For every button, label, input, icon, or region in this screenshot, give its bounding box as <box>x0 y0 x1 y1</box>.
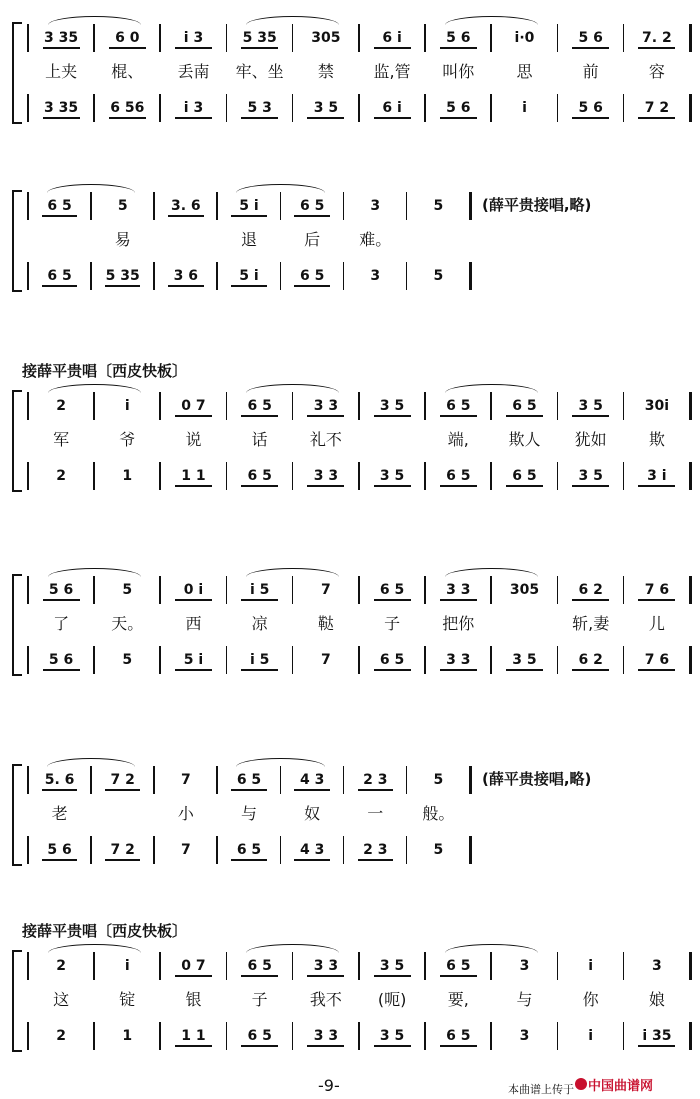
lyric-syllable: 端, <box>447 430 469 449</box>
vocal-note: 3 <box>652 958 662 974</box>
lyric-syllable: 棍、 <box>111 62 144 81</box>
accomp-note: 3 <box>519 1028 530 1044</box>
vocal-note: 4 3 <box>299 772 325 788</box>
beam-underline <box>175 47 212 49</box>
vocal-note: i <box>124 398 130 414</box>
beam-underline <box>42 789 77 791</box>
accomp-note: 5 <box>122 652 133 668</box>
lyric-syllable: 后 <box>304 230 321 249</box>
lyric-syllable: 退 <box>240 230 257 249</box>
lyric-syllable: 小 <box>177 804 194 823</box>
lyric-syllable <box>491 612 557 636</box>
beam-underline <box>440 117 477 119</box>
accomp-note: 7 <box>321 652 331 668</box>
vocal-note: 6 5 <box>512 398 537 414</box>
lyric-syllable: 军 <box>53 430 70 449</box>
vocal-note: 6 5 <box>247 398 272 414</box>
lyric-syllable: 凉 <box>251 614 268 633</box>
beam-underline <box>374 485 411 487</box>
beam-underline <box>506 669 543 671</box>
slur <box>445 384 538 393</box>
slur <box>246 944 339 953</box>
vocal-note: 6 5 <box>446 398 471 414</box>
beam-underline <box>440 599 477 601</box>
beam-underline <box>572 669 609 671</box>
accomp-note: i 3 <box>183 100 204 116</box>
accomp-note: 5 i <box>239 268 259 284</box>
lyric-syllable: 了 <box>53 614 70 633</box>
beam-underline <box>175 975 212 977</box>
lyric-syllable <box>407 228 470 252</box>
beam-underline <box>307 975 344 977</box>
lyric-syllable: 这 <box>53 990 70 1009</box>
lyric-syllable: 娘 <box>648 990 665 1009</box>
vocal-note: 7 6 <box>644 582 670 598</box>
beam-underline <box>506 415 543 417</box>
lyric-syllable: 牢、坐 <box>235 62 284 81</box>
beam-underline <box>231 789 266 791</box>
accomp-note: 5 6 <box>578 100 603 116</box>
performance-note: (薛平贵接唱,略) <box>482 770 592 788</box>
accomp-note: 6 i <box>382 100 402 116</box>
lyric-syllable <box>154 228 217 252</box>
vocal-note: 7. 2 <box>642 30 672 46</box>
accomp-note: 7 6 <box>644 652 670 668</box>
beam-underline <box>358 789 393 791</box>
beam-underline <box>572 47 609 49</box>
accomp-note: 3 3 <box>313 1028 339 1044</box>
accomp-note: 3 5 <box>379 1028 405 1044</box>
accomp-note: 1 <box>122 1028 133 1044</box>
beam-underline <box>105 859 140 861</box>
accomp-note: 1 <box>122 468 133 484</box>
vocal-note: 5 6 <box>446 30 471 46</box>
accomp-note: 5 35 <box>105 268 140 284</box>
beam-underline <box>307 415 344 417</box>
vocal-note: 5 35 <box>242 30 277 46</box>
beam-underline <box>241 47 278 49</box>
beam-underline <box>43 599 80 601</box>
beam-underline <box>440 1045 477 1047</box>
beam-underline <box>241 117 278 119</box>
beam-underline <box>374 599 411 601</box>
lyric-syllable: 锭 <box>119 990 136 1009</box>
beam-underline <box>175 117 212 119</box>
vocal-note: i 5 <box>249 582 270 598</box>
accomp-note: 6 5 <box>247 1028 272 1044</box>
slur <box>246 16 339 25</box>
slur <box>445 568 538 577</box>
beam-underline <box>105 285 140 287</box>
vocal-note: 3 <box>519 958 530 974</box>
lyric-syllable: 银 <box>185 990 202 1009</box>
lyric-syllable: 我不 <box>309 990 342 1009</box>
accomp-note: 6 5 <box>47 268 72 284</box>
accomp-note: 7 <box>180 842 191 858</box>
vocal-note: 7 <box>321 582 331 598</box>
beam-underline <box>440 975 477 977</box>
beam-underline <box>175 1045 212 1047</box>
beam-underline <box>168 215 203 217</box>
accomp-note: i 35 <box>642 1028 672 1044</box>
slur <box>236 758 324 767</box>
beam-underline <box>638 485 675 487</box>
lyric-syllable: 监,管 <box>373 62 411 81</box>
accomp-note: 5 6 <box>446 100 471 116</box>
slur <box>48 16 141 25</box>
vocal-note: 7 2 <box>110 772 135 788</box>
beam-underline <box>109 117 146 119</box>
beam-underline <box>175 485 212 487</box>
lyric-syllable: 欺 <box>648 430 665 449</box>
accomp-note: 6 5 <box>446 1028 471 1044</box>
accomp-note: 3 5 <box>512 652 537 668</box>
slur <box>48 568 141 577</box>
vocal-note: i <box>124 958 130 974</box>
beam-underline <box>374 415 411 417</box>
accomp-note: 3 i <box>647 468 667 484</box>
beam-underline <box>168 285 203 287</box>
page-number: -9- <box>318 1076 340 1095</box>
lyric-syllable <box>359 428 425 452</box>
accomp-note: 5 3 <box>247 100 272 116</box>
beam-underline <box>307 485 344 487</box>
site-logo: 中国曲谱网 <box>588 1079 654 1094</box>
accomp-note: 1 1 <box>181 1028 206 1044</box>
beam-underline <box>572 117 609 119</box>
vocal-note: 6 5 <box>236 772 262 788</box>
vocal-note: 6 0 <box>115 30 140 46</box>
lyric-syllable: 把你 <box>442 614 475 633</box>
accomp-note: 3 3 <box>446 652 471 668</box>
beam-underline <box>572 415 609 417</box>
vocal-note: 6 5 <box>379 582 405 598</box>
vocal-note: 5 <box>117 198 128 214</box>
accomp-note: 6 2 <box>578 652 603 668</box>
slur <box>48 944 141 953</box>
accomp-note: 5 <box>433 268 444 284</box>
lyric-syllable: 说 <box>185 430 202 449</box>
vocal-note: 2 <box>56 398 66 414</box>
logo-icon <box>575 1078 587 1090</box>
vocal-note: 3. 6 <box>171 198 201 214</box>
beam-underline <box>374 117 411 119</box>
accomp-note: 3 6 <box>173 268 199 284</box>
beam-underline <box>374 669 411 671</box>
beam-underline <box>572 599 609 601</box>
beam-underline <box>638 47 675 49</box>
beam-underline <box>294 285 329 287</box>
beam-underline <box>294 215 329 217</box>
beam-underline <box>638 669 675 671</box>
beam-underline <box>241 415 278 417</box>
lyric-syllable: 欺人 <box>508 430 541 449</box>
system-bracket <box>12 764 22 866</box>
beam-underline <box>241 485 278 487</box>
slur <box>445 944 538 953</box>
vocal-note: 5 <box>433 772 444 788</box>
beam-underline <box>374 975 411 977</box>
beam-underline <box>109 47 146 49</box>
slur <box>445 16 538 25</box>
beam-underline <box>43 669 80 671</box>
beam-underline <box>294 859 329 861</box>
system-bracket <box>12 950 22 1052</box>
vocal-note: 3 3 <box>446 582 471 598</box>
beam-underline <box>231 215 266 217</box>
beam-underline <box>175 669 212 671</box>
beam-underline <box>42 859 77 861</box>
vocal-note: 6 2 <box>578 582 603 598</box>
vocal-note: 3 3 <box>313 398 339 414</box>
slur <box>47 758 135 767</box>
accomp-note: 3 5 <box>578 468 603 484</box>
accomp-note: 3 5 <box>313 100 339 116</box>
slur <box>246 384 339 393</box>
vocal-note: 3 5 <box>578 398 603 414</box>
vocal-note: 7 <box>180 772 191 788</box>
lyric-syllable: 爷 <box>119 430 136 449</box>
accomp-note: 6 5 <box>512 468 537 484</box>
beam-underline <box>42 285 77 287</box>
beam-underline <box>43 117 80 119</box>
accomp-note: 5 i <box>183 652 204 668</box>
beam-underline <box>307 1045 344 1047</box>
lyric-syllable: 礼不 <box>309 430 342 449</box>
lyric-syllable: 般。 <box>422 804 455 823</box>
beam-underline <box>307 117 344 119</box>
beam-underline <box>440 485 477 487</box>
lyric-syllable: 犹如 <box>574 430 607 449</box>
beam-underline <box>231 859 266 861</box>
accomp-note: 3 5 <box>379 468 405 484</box>
beam-underline <box>440 669 477 671</box>
accomp-note: 4 3 <box>299 842 325 858</box>
lyric-syllable: 要, <box>447 990 469 1009</box>
system-bracket <box>12 390 22 492</box>
accomp-note: i <box>522 100 527 116</box>
accomp-note: 6 56 <box>110 100 145 116</box>
accomp-note: 5 <box>433 842 444 858</box>
lyric-syllable: 与 <box>240 804 257 823</box>
vocal-note: 0 7 <box>181 958 206 974</box>
vocal-note: i 3 <box>183 30 204 46</box>
vocal-note: 6 5 <box>47 198 72 214</box>
lyric-syllable: 思 <box>516 62 533 81</box>
beam-underline <box>358 859 393 861</box>
lyric-syllable: 难。 <box>359 230 392 249</box>
slur <box>48 384 141 393</box>
accomp-note: 5 6 <box>48 652 74 668</box>
accomp-note: 2 <box>56 1028 66 1044</box>
vocal-note: 305 <box>311 30 341 46</box>
lyric-syllable: 话 <box>251 430 268 449</box>
vocal-note: 0 7 <box>181 398 206 414</box>
vocal-note: 5 <box>122 582 133 598</box>
accomp-note: 6 5 <box>247 468 272 484</box>
slur <box>246 568 339 577</box>
vocal-note: 5. 6 <box>44 772 75 788</box>
vocal-note: 6 5 <box>247 958 272 974</box>
slur <box>47 184 135 193</box>
system-bracket <box>12 190 22 292</box>
vocal-note: 6 i <box>382 30 402 46</box>
lyric-syllable: 一 <box>367 804 384 823</box>
beam-underline <box>175 599 212 601</box>
beam-underline <box>241 599 278 601</box>
lyric-syllable: 你 <box>582 990 599 1009</box>
beam-underline <box>175 415 212 417</box>
lyric-syllable: 天。 <box>111 614 144 633</box>
vocal-note: 3 3 <box>313 958 339 974</box>
lyric-syllable: 斩,妻 <box>572 614 610 633</box>
vocal-note: 5 6 <box>48 582 74 598</box>
lyric-syllable: 上夹 <box>45 62 78 81</box>
vocal-note: 3 35 <box>44 30 79 46</box>
source-text: 本曲谱上传于 <box>508 1083 574 1096</box>
accomp-note: 6 5 <box>236 842 262 858</box>
accomp-note: 6 5 <box>446 468 471 484</box>
lyric-syllable <box>28 228 91 252</box>
vocal-note: 3 5 <box>379 398 405 414</box>
accomp-note: 6 5 <box>379 652 405 668</box>
beam-underline <box>374 1045 411 1047</box>
vocal-note: 0 i <box>183 582 204 598</box>
lyric-syllable: 老 <box>51 804 68 823</box>
accomp-note: 3 3 <box>313 468 339 484</box>
beam-underline <box>638 599 675 601</box>
lyric-syllable: 禁 <box>317 62 334 81</box>
beam-underline <box>506 485 543 487</box>
beam-underline <box>42 215 77 217</box>
vocal-note: 30i <box>644 398 670 414</box>
accomp-note: 2 3 <box>363 842 388 858</box>
performance-note: (薛平贵接唱,略) <box>482 196 592 214</box>
lyric-syllable: (呃) <box>377 990 407 1009</box>
beam-underline <box>440 415 477 417</box>
lyric-syllable: 前 <box>582 62 599 81</box>
beam-underline <box>638 1045 675 1047</box>
beam-underline <box>241 975 278 977</box>
lyric-syllable: 叫你 <box>442 62 475 81</box>
vocal-note: 2 3 <box>363 772 388 788</box>
accomp-note: 3 <box>370 268 381 284</box>
beam-underline <box>294 789 329 791</box>
accomp-note: 2 <box>56 468 66 484</box>
section-label: 接薛平贵唱〔西皮快板〕 <box>22 362 188 380</box>
beam-underline <box>231 285 266 287</box>
lyric-syllable: 丢南 <box>177 62 210 81</box>
lyric-syllable: 西 <box>185 614 202 633</box>
vocal-note: 305 <box>509 582 540 598</box>
lyric-syllable <box>91 802 154 826</box>
lyric-syllable: 子 <box>384 614 401 633</box>
system-bracket <box>12 574 22 676</box>
accomp-note: i <box>588 1028 594 1044</box>
beam-underline <box>572 485 609 487</box>
lyric-syllable: 与 <box>516 990 533 1009</box>
vocal-note: 3 <box>370 198 381 214</box>
vocal-note: 5 i <box>239 198 259 214</box>
vocal-note: 5 <box>433 198 444 214</box>
vocal-note: i <box>588 958 594 974</box>
lyric-syllable: 儿 <box>648 614 665 633</box>
lyric-syllable: 容 <box>648 62 665 81</box>
section-label: 接薛平贵唱〔西皮快板〕 <box>22 922 188 940</box>
accomp-note: 1 1 <box>181 468 206 484</box>
beam-underline <box>241 1045 278 1047</box>
lyric-syllable: 易 <box>114 230 131 249</box>
system-bracket <box>12 22 22 124</box>
accomp-note: 3 35 <box>44 100 79 116</box>
vocal-note: 6 5 <box>446 958 471 974</box>
vocal-note: 3 5 <box>379 958 405 974</box>
accomp-note: 7 2 <box>644 100 670 116</box>
beam-underline <box>440 47 477 49</box>
accomp-note: 5 6 <box>47 842 72 858</box>
vocal-note: i·0 <box>514 30 535 46</box>
lyric-syllable: 鞑 <box>317 614 334 633</box>
beam-underline <box>374 47 411 49</box>
accomp-note: 6 5 <box>299 268 325 284</box>
beam-underline <box>241 669 278 671</box>
lyric-syllable: 奴 <box>304 804 321 823</box>
beam-underline <box>638 117 675 119</box>
accomp-note: 7 2 <box>110 842 135 858</box>
lyric-syllable: 子 <box>251 990 268 1009</box>
beam-underline <box>105 789 140 791</box>
beam-underline <box>43 47 80 49</box>
vocal-note: 5 6 <box>578 30 603 46</box>
vocal-note: 6 5 <box>299 198 325 214</box>
accomp-note: i 5 <box>249 652 270 668</box>
vocal-note: 2 <box>56 958 66 974</box>
slur <box>236 184 324 193</box>
